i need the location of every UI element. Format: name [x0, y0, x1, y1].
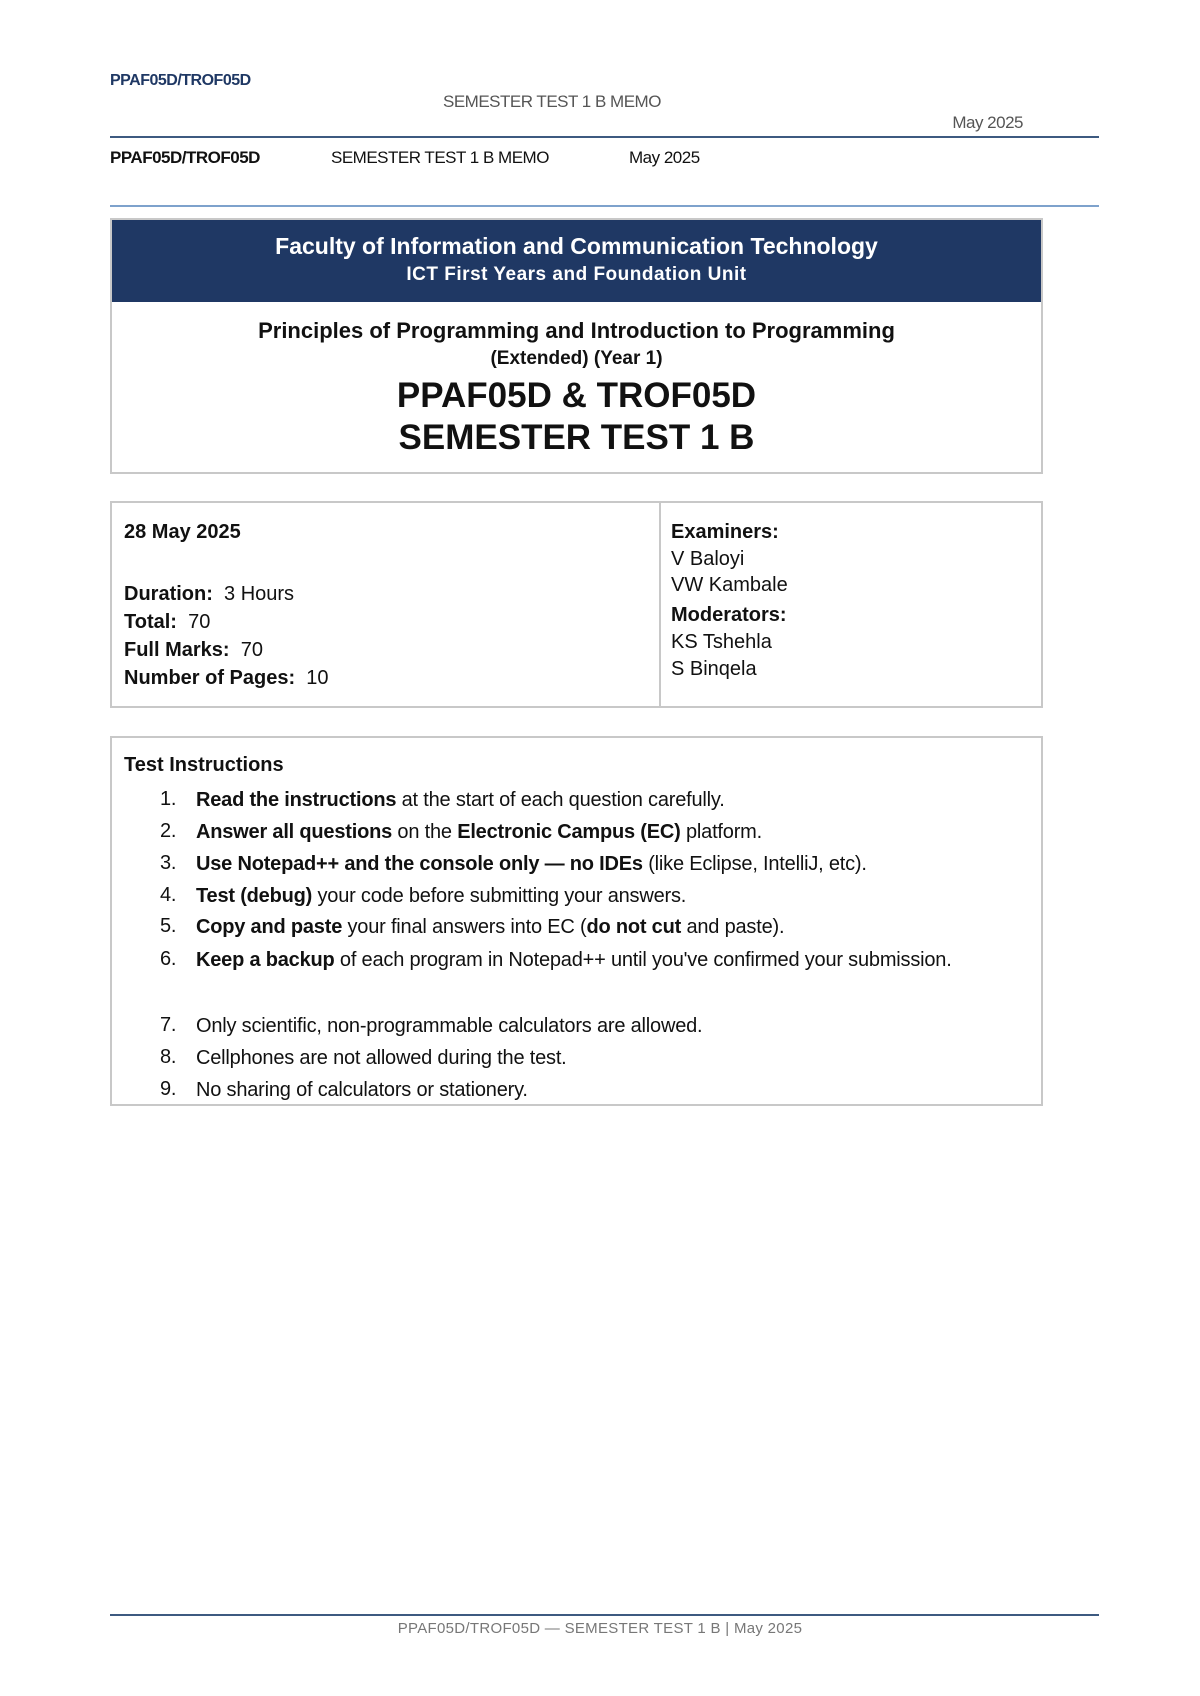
duration-label: Duration: — [124, 583, 213, 605]
instruction-fragment: Only scientific, non-programmable calculators are allowed. — [196, 1015, 703, 1037]
footer-rule — [110, 1614, 1099, 1616]
instruction-emphasis: Answer all questions — [196, 821, 393, 843]
test-title: SEMESTER TEST 1 B — [398, 418, 755, 457]
instruction-number: 7. — [160, 1014, 177, 1036]
total-row — [124, 611, 210, 634]
examiners-label: Examiners: — [671, 521, 779, 543]
instruction-number: 6. — [160, 948, 177, 970]
full-marks-value: 70 — [240, 639, 263, 661]
instruction-fragment: your final answers into EC ( — [342, 916, 587, 938]
duration-row — [124, 583, 294, 606]
title-block — [110, 218, 1043, 474]
instruction-emphasis: Copy and paste — [196, 916, 343, 938]
pages-label: Number of Pages: — [124, 667, 296, 689]
moderator: S Binqela — [671, 658, 757, 680]
subheader-course-code: PPAF05D/TROF05D — [110, 148, 260, 167]
course-name: Principles of Programming and Introduction to Programming — [258, 318, 895, 343]
header-rule — [110, 136, 1099, 138]
subheader-title: SEMESTER TEST 1 B MEMO — [331, 148, 549, 167]
instruction-text — [196, 948, 956, 972]
details-divider — [659, 503, 661, 706]
instruction-text — [196, 820, 956, 844]
instruction-number: 9. — [160, 1078, 177, 1100]
instruction-emphasis: do not cut — [586, 916, 682, 938]
instruction-fragment: and paste). — [681, 916, 785, 938]
instruction-fragment: your code before submitting your answers. — [312, 885, 687, 907]
subheader-rule — [110, 205, 1099, 207]
moderator: KS Tshehla — [671, 631, 772, 653]
unit-name: ICT First Years and Foundation Unit — [406, 264, 747, 285]
header-date: May 2025 — [952, 113, 1023, 132]
header-course-code: PPAF05D/TROF05D — [110, 72, 251, 89]
instruction-number: 5. — [160, 915, 177, 937]
instruction-text — [196, 1014, 956, 1038]
total-value: 70 — [188, 611, 211, 633]
instruction-text — [196, 1046, 956, 1070]
footer-text: PPAF05D/TROF05D — SEMESTER TEST 1 B | May 2025 — [397, 1620, 803, 1637]
instruction-number: 3. — [160, 852, 177, 874]
instruction-text — [196, 852, 956, 876]
instruction-fragment: at the start of each question carefully. — [396, 789, 725, 811]
moderators-label: Moderators: — [671, 604, 787, 626]
instruction-text — [196, 1078, 956, 1102]
instruction-fragment: Cellphones are not allowed during the test. — [196, 1047, 567, 1069]
examiner: V Baloyi — [671, 548, 745, 570]
instruction-number: 1. — [160, 788, 177, 810]
faculty-banner — [112, 220, 1041, 302]
total-label: Total: — [124, 611, 177, 633]
pages-value: 10 — [306, 667, 329, 689]
pages-row — [124, 667, 329, 690]
instruction-emphasis: Electronic Campus (EC) — [457, 821, 681, 843]
full-marks-row — [124, 639, 263, 662]
subheader-date: May 2025 — [629, 148, 700, 167]
course-qualifier: (Extended) (Year 1) — [490, 348, 663, 369]
instruction-text — [196, 884, 956, 908]
header-title: SEMESTER TEST 1 B MEMO — [443, 92, 661, 111]
instruction-text — [196, 788, 956, 812]
instruction-emphasis: Read the instructions — [196, 789, 397, 811]
instruction-fragment: (like Eclipse, IntelliJ, etc). — [642, 853, 867, 875]
test-details — [110, 501, 1043, 708]
instructions-box — [110, 736, 1043, 1106]
instruction-number: 8. — [160, 1046, 177, 1068]
faculty-name: Faculty of Information and Communication Technology — [275, 233, 878, 259]
test-date: 28 May 2025 — [124, 521, 241, 543]
full-marks-label: Full Marks: — [124, 639, 230, 661]
instruction-number: 4. — [160, 884, 177, 906]
examiner: VW Kambale — [671, 574, 788, 596]
course-codes: PPAF05D & TROF05D — [396, 376, 757, 415]
instruction-fragment: No sharing of calculators or stationery. — [196, 1079, 528, 1101]
instruction-fragment: on the — [392, 821, 458, 843]
duration-value: 3 Hours — [224, 583, 295, 605]
instruction-emphasis: Test (debug) — [196, 885, 313, 907]
instruction-text — [196, 915, 956, 939]
instruction-emphasis: Keep a backup — [196, 949, 335, 971]
instructions-title: Test Instructions — [124, 754, 284, 776]
instruction-fragment: platform. — [680, 821, 762, 843]
instruction-emphasis: Use Notepad++ and the console only — no IDEs — [196, 853, 643, 875]
instruction-number: 2. — [160, 820, 177, 842]
instruction-fragment: of each program in Notepad++ until you've confirmed your submission. — [334, 949, 952, 971]
